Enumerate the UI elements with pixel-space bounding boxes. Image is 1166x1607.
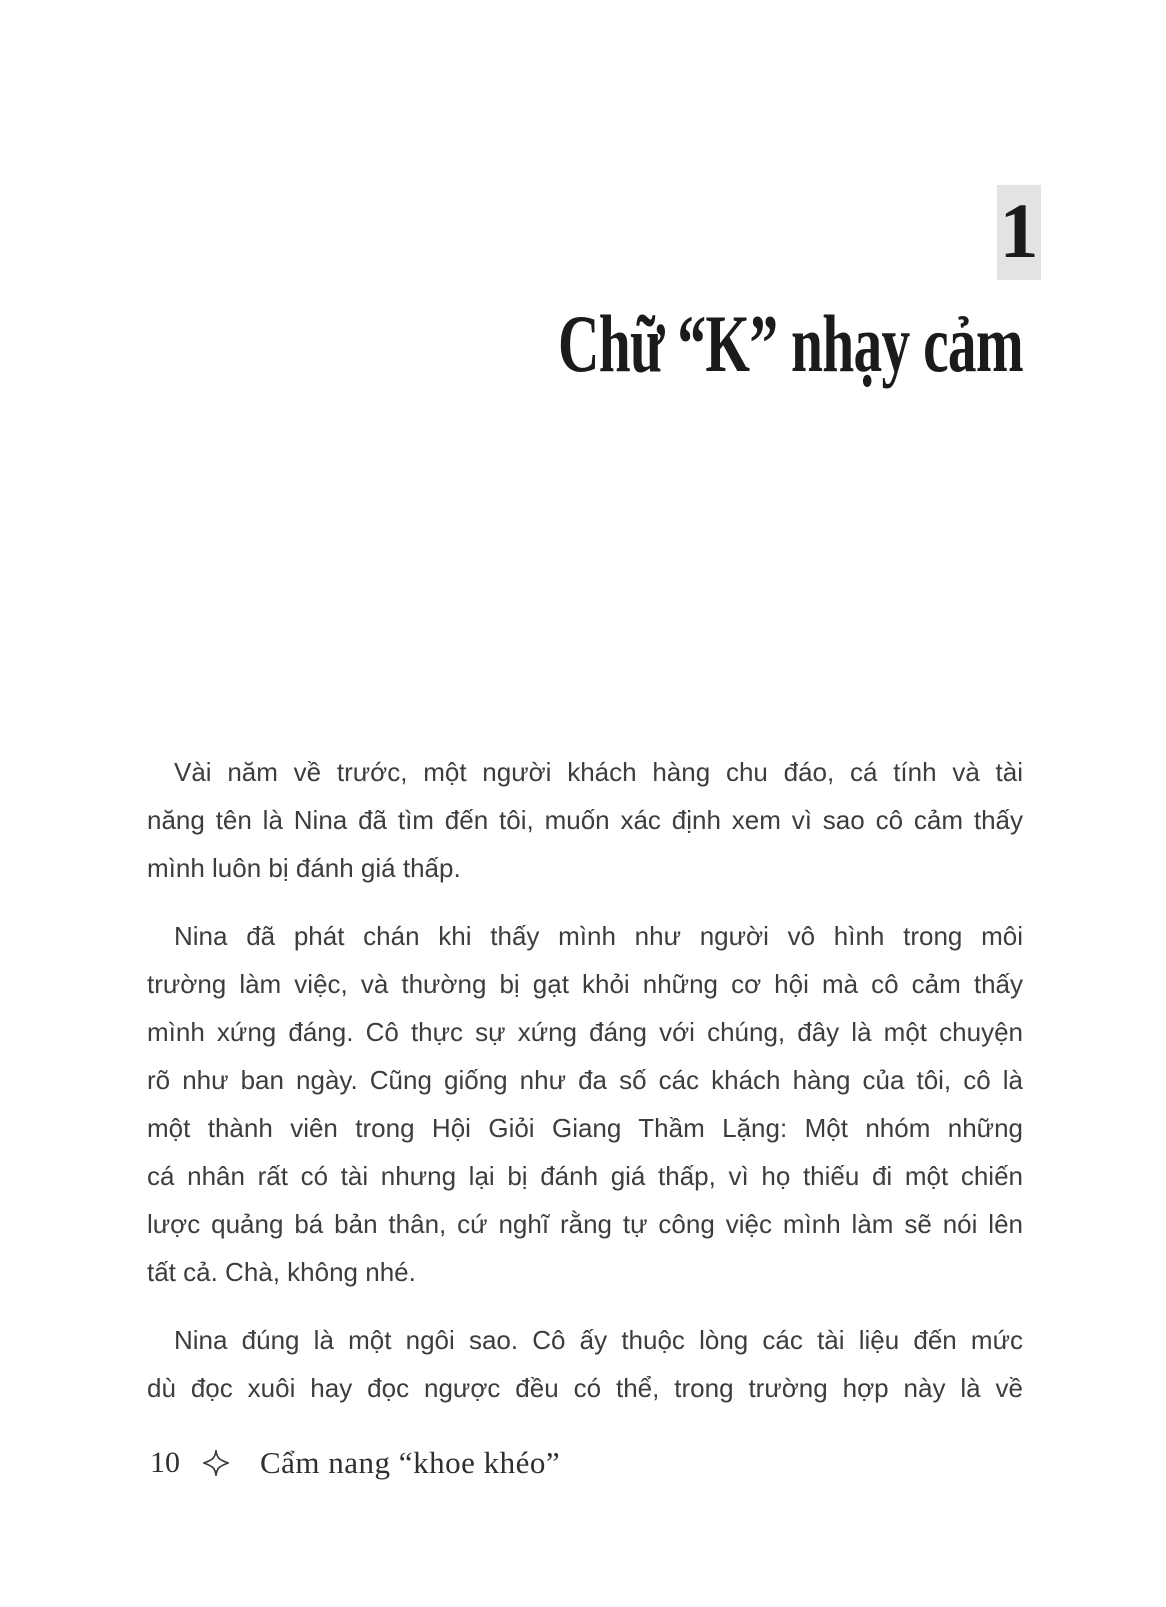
four-pointed-star-icon (202, 1449, 230, 1477)
body-line: mình luôn bị đánh giá thấp. (147, 853, 461, 883)
page-footer (150, 1444, 560, 1481)
body-line: năng tên là Nina đã tìm đến tôi, muốn xác định xem vì sao cô cảm thấy (147, 805, 1023, 835)
paragraph (147, 1316, 1023, 1412)
body-line: một thành viên trong Hội Giỏi Giang Thầm Lặng: Một nhóm những (147, 1113, 1023, 1143)
chapter-number: 1 (999, 186, 1039, 274)
body-line: lược quảng bá bản thân, cứ nghĩ rằng tự công việc mình làm sẽ nói lên (147, 1209, 1023, 1239)
body-text (147, 748, 1023, 1412)
body-line: tất cả. Chà, không nhé. (147, 1257, 416, 1287)
chapter-title: Chữ “K” nhạy cảm (558, 298, 1023, 389)
footer-book-title: Cẩm nang “khoe khéo” (260, 1445, 561, 1480)
body-line: dù đọc xuôi hay đọc ngược đều có thể, trong trường hợp này là về (147, 1373, 1023, 1403)
body-line: trường làm việc, và thường bị gạt khỏi những cơ hội mà cô cảm thấy (147, 969, 1023, 999)
body-line: mình xứng đáng. Cô thực sự xứng đáng với chúng, đây là một chuyện (147, 1017, 1023, 1047)
chapter-number-box (997, 185, 1041, 280)
body-line: Nina đúng là một ngôi sao. Cô ấy thuộc lòng các tài liệu đến mức (174, 1325, 1023, 1355)
body-line: rõ như ban ngày. Cũng giống như đa số các khách hàng của tôi, cô là (147, 1065, 1023, 1095)
body-line: Vài năm về trước, một người khách hàng chu đáo, cá tính và tài (174, 757, 1023, 787)
paragraph (147, 748, 1023, 892)
paragraph (147, 912, 1023, 1296)
page-number: 10 (150, 1445, 180, 1479)
body-line: cá nhân rất có tài nhưng lại bị đánh giá thấp, vì họ thiếu đi một chiến (147, 1161, 1023, 1191)
body-line: Nina đã phát chán khi thấy mình như người vô hình trong môi (174, 921, 1023, 951)
